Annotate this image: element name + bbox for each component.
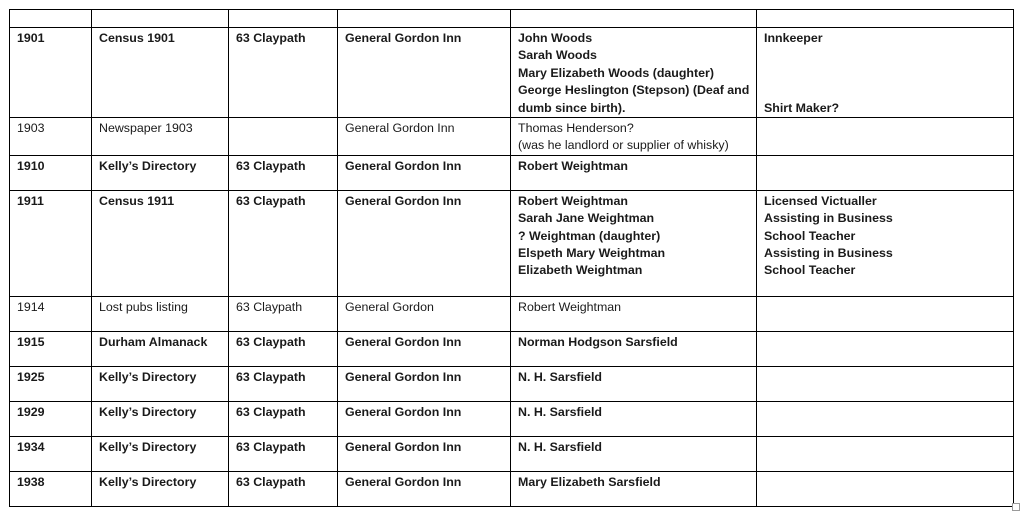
person-line: (was he landlord or supplier of whisky)	[518, 138, 729, 153]
role-line: Innkeeper	[764, 31, 823, 45]
source-cell: Kelly’s Directory	[92, 471, 229, 506]
address-cell: 63 Claypath	[229, 401, 338, 436]
address-cell: 63 Claypath	[229, 28, 338, 118]
pub-cell: General Gordon Inn	[338, 118, 511, 156]
role-line: School Teacher	[764, 263, 856, 278]
role-cell	[757, 155, 1014, 190]
person-line: Sarah Woods	[518, 48, 597, 63]
table-row	[10, 436, 1014, 471]
people-cell: N. H. Sarsfield	[511, 436, 757, 471]
address-cell: 63 Claypath	[229, 366, 338, 401]
address-cell: 63 Claypath	[229, 155, 338, 190]
people-cell	[511, 190, 757, 296]
role-cell	[757, 118, 1014, 156]
table-row	[10, 28, 1014, 118]
people-cell	[511, 118, 757, 156]
pub-cell: General Gordon Inn	[338, 436, 511, 471]
role-line: Assisting in Business	[764, 246, 893, 261]
source-cell: Kelly’s Directory	[92, 401, 229, 436]
pub-cell: General Gordon	[338, 296, 511, 331]
role-cell	[757, 471, 1014, 506]
address-cell: 63 Claypath	[229, 331, 338, 366]
role-cell	[757, 190, 1014, 296]
source-cell: Census 1901	[92, 28, 229, 118]
pub-cell: General Gordon Inn	[338, 28, 511, 118]
person-line: ? Weightman (daughter)	[518, 228, 661, 243]
header-cell	[10, 10, 92, 28]
role-line: Licensed Victualler	[764, 193, 877, 208]
person-line: Sarah Jane Weightman	[518, 211, 655, 226]
role-cell	[757, 28, 1014, 118]
role-cell	[757, 436, 1014, 471]
pub-cell: General Gordon Inn	[338, 366, 511, 401]
person-line: John Woods	[518, 31, 593, 45]
source-cell: Durham Almanack	[92, 331, 229, 366]
address-cell: 63 Claypath	[229, 190, 338, 296]
year-cell: 1934	[10, 436, 92, 471]
year-cell: 1910	[10, 155, 92, 190]
year-cell: 1915	[10, 331, 92, 366]
header-cell	[92, 10, 229, 28]
header-cell	[757, 10, 1014, 28]
address-cell: 63 Claypath	[229, 436, 338, 471]
role-cell	[757, 366, 1014, 401]
role-cell	[757, 331, 1014, 366]
address-cell	[229, 118, 338, 156]
source-cell: Kelly’s Directory	[92, 155, 229, 190]
header-row	[10, 10, 1014, 28]
person-line: Robert Weightman	[518, 193, 628, 208]
year-cell: 1938	[10, 471, 92, 506]
people-cell: Robert Weightman	[511, 296, 757, 331]
table-resize-handle[interactable]	[1012, 503, 1020, 511]
role-cell	[757, 296, 1014, 331]
person-line: Thomas Henderson?	[518, 121, 634, 136]
year-cell: 1929	[10, 401, 92, 436]
table-row	[10, 331, 1014, 366]
address-cell: 63 Claypath	[229, 471, 338, 506]
person-line: dumb since birth).	[518, 100, 626, 115]
person-line: Mary Elizabeth Woods (daughter)	[518, 65, 714, 80]
pub-cell: General Gordon Inn	[338, 331, 511, 366]
pub-cell: General Gordon Inn	[338, 401, 511, 436]
table-row	[10, 471, 1014, 506]
source-cell: Kelly’s Directory	[92, 366, 229, 401]
person-line: George Heslington (Stepson) (Deaf and	[518, 83, 750, 98]
header-cell	[338, 10, 511, 28]
table-row	[10, 155, 1014, 190]
header-cell	[229, 10, 338, 28]
table-row	[10, 118, 1014, 156]
source-cell: Census 1911	[92, 190, 229, 296]
people-cell: N. H. Sarsfield	[511, 401, 757, 436]
people-cell: Norman Hodgson Sarsfield	[511, 331, 757, 366]
table-row	[10, 401, 1014, 436]
person-line: Elspeth Mary Weightman	[518, 246, 666, 261]
year-cell: 1903	[10, 118, 92, 156]
pub-cell: General Gordon Inn	[338, 190, 511, 296]
role-cell	[757, 401, 1014, 436]
year-cell: 1911	[10, 190, 92, 296]
source-cell: Newspaper 1903	[92, 118, 229, 156]
table-row	[10, 296, 1014, 331]
role-line: Assisting in Business	[764, 211, 893, 226]
year-cell: 1914	[10, 296, 92, 331]
header-cell	[511, 10, 757, 28]
people-cell	[511, 28, 757, 118]
year-cell: 1925	[10, 366, 92, 401]
people-cell: Robert Weightman	[511, 155, 757, 190]
source-cell: Lost pubs listing	[92, 296, 229, 331]
pub-cell: General Gordon Inn	[338, 471, 511, 506]
role-line: School Teacher	[764, 228, 856, 243]
role-line: Shirt Maker?	[764, 100, 840, 115]
person-line: Elizabeth Weightman	[518, 263, 643, 278]
table-row	[10, 190, 1014, 296]
people-cell: Mary Elizabeth Sarsfield	[511, 471, 757, 506]
pub-cell: General Gordon Inn	[338, 155, 511, 190]
table-row	[10, 366, 1014, 401]
year-cell: 1901	[10, 28, 92, 118]
source-cell: Kelly’s Directory	[92, 436, 229, 471]
people-cell: N. H. Sarsfield	[511, 366, 757, 401]
records-table	[9, 9, 1014, 507]
address-cell: 63 Claypath	[229, 296, 338, 331]
